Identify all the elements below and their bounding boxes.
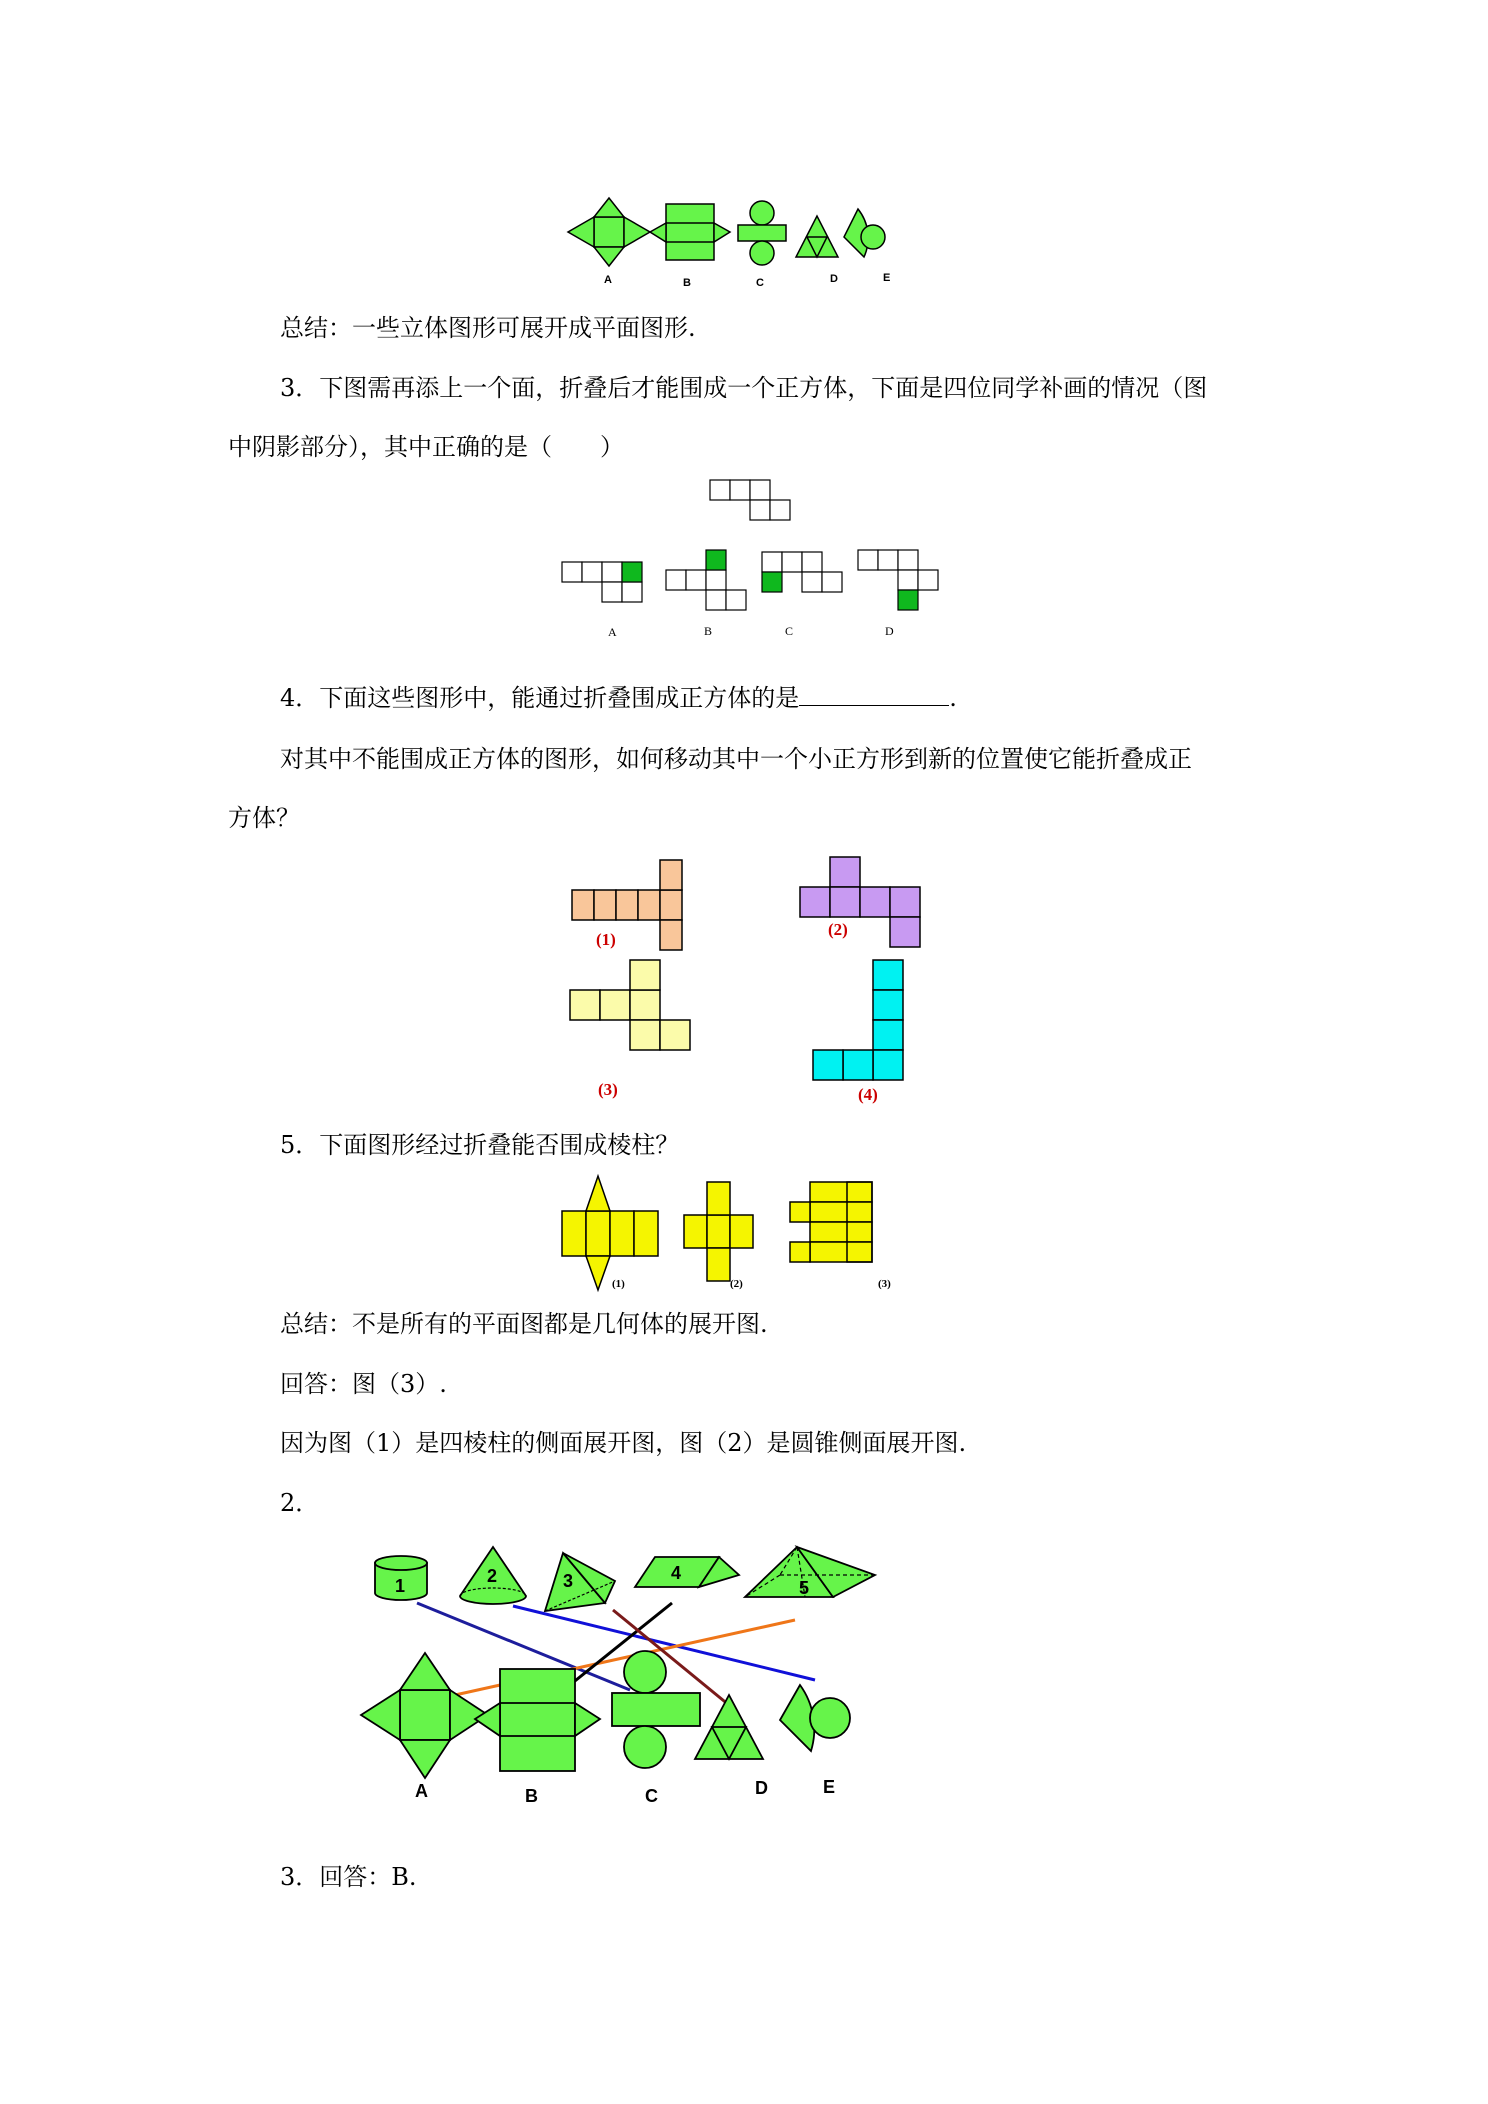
q4-line-1: [280, 683, 957, 713]
nets-figure-top: [560, 195, 940, 295]
prism-nets-figure: [560, 1170, 940, 1295]
solid-label-3: 3: [563, 1571, 574, 1591]
answer-3: 3．回答：B.: [280, 1863, 417, 1891]
q5-line-1: 5．下面图形经过折叠能否围成棱柱？: [280, 1131, 680, 1159]
q4-line-2: 对其中不能围成正方体的图形，如何移动其中一个小正方形到新的位置使它能折叠成正: [280, 745, 1192, 773]
net-d-label: D: [755, 1778, 768, 1798]
q3-line-1: 3．下图需再添上一个面，折叠后才能围成一个正方体，下面是四位同学补画的情况（图: [280, 374, 1208, 402]
reason-text: 因为图（1）是四棱柱的侧面展开图，图（2）是圆锥侧面展开图.: [280, 1429, 967, 1457]
net-e-label: E: [823, 1777, 836, 1797]
option-label-d: D: [885, 624, 894, 638]
net-b-label: B: [525, 1786, 538, 1806]
net-2-label: (2): [828, 920, 848, 939]
q4-line-3: 方体？: [228, 804, 300, 832]
net-1-label: (1): [596, 930, 616, 949]
prism-net-2-label: (2): [730, 1278, 743, 1290]
net-c-label: C: [645, 1786, 658, 1806]
answer-2-number: 2．: [280, 1489, 320, 1517]
option-label-a: A: [608, 625, 617, 639]
net-label-e: E: [883, 272, 891, 284]
solid-label-5: 5: [799, 1578, 810, 1598]
option-label-c: C: [785, 624, 794, 638]
prism-net-3-label: (3): [878, 1278, 891, 1290]
summary-1: 总结：一些立体图形可展开成平面图形.: [280, 314, 696, 342]
cube-nets-figure: [560, 845, 940, 1125]
q4-period: .: [949, 684, 957, 712]
q3-line-2: 中阴影部分），其中正确的是（ ）: [228, 433, 624, 461]
solid-label-2: 2: [487, 1566, 498, 1586]
answer-blank: [799, 683, 949, 706]
solid-label-1: 1: [395, 1576, 406, 1596]
net-label-b: B: [683, 277, 691, 289]
net-label-a: A: [604, 274, 612, 286]
net-label-d: D: [830, 273, 838, 285]
net-a-label: A: [415, 1781, 428, 1801]
net-label-c: C: [756, 277, 764, 289]
solid-label-4: 4: [671, 1563, 682, 1583]
net-4-label: (4): [858, 1085, 878, 1104]
net-3-label: (3): [598, 1080, 618, 1099]
q4-question: 4．下面这些图形中，能通过折叠围成正方体的是: [280, 684, 800, 712]
summary-2: 总结：不是所有的平面图都是几何体的展开图.: [280, 1310, 768, 1338]
answer-1: 回答：图（3）.: [280, 1370, 447, 1398]
cube-net-options-figure: [560, 480, 940, 640]
option-label-b: B: [704, 624, 713, 638]
matching-figure: [355, 1535, 915, 1835]
prism-net-1-label: (1): [612, 1278, 625, 1290]
